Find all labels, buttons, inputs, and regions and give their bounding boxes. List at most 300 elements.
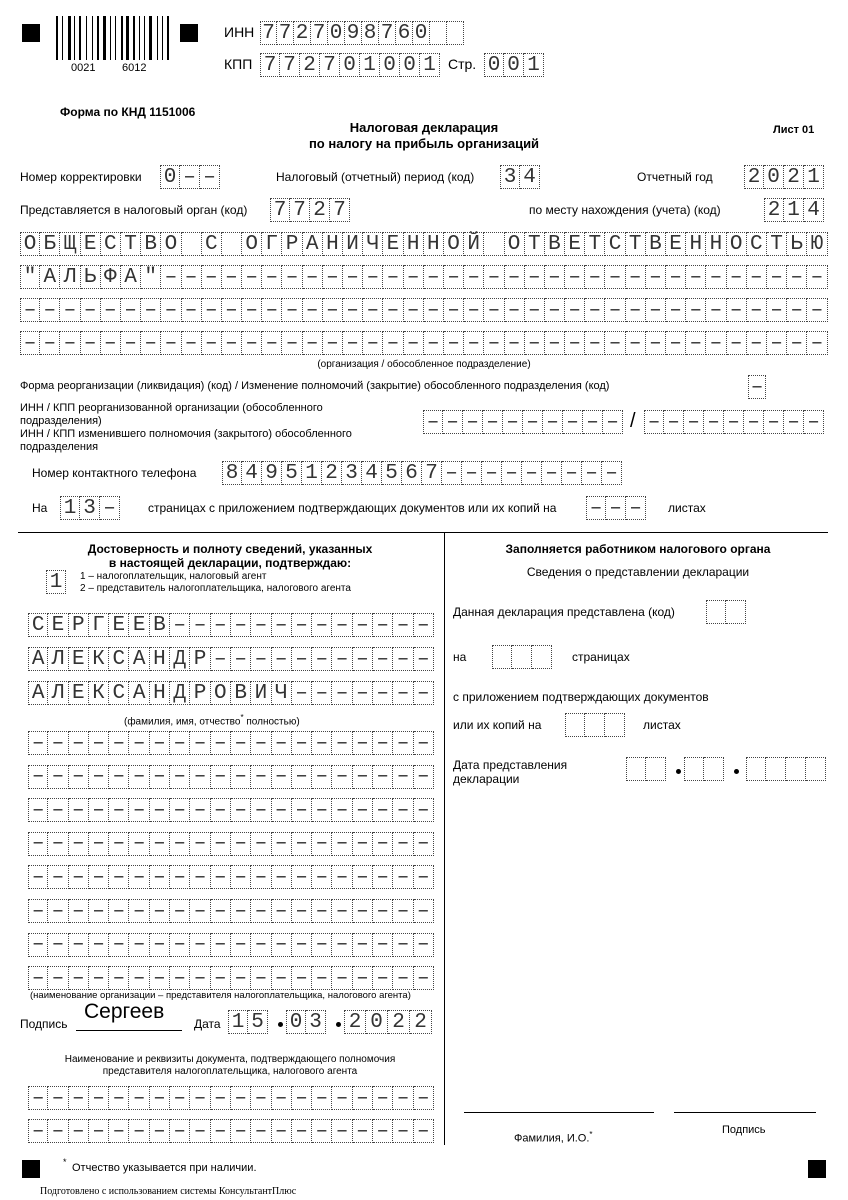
signer-name-cell[interactable]: – — [393, 613, 413, 637]
org-name-cell[interactable]: Ь — [81, 265, 101, 289]
date-day-field[interactable] — [228, 1010, 268, 1034]
reorg-inn-field[interactable] — [423, 410, 623, 434]
signer-name-cell[interactable]: Р — [69, 613, 89, 637]
org-name-cell[interactable]: Й — [464, 232, 484, 256]
doc-details-cell[interactable]: – — [48, 1119, 68, 1143]
attach-cell[interactable]: – — [606, 496, 626, 520]
reorg-kpp-cell[interactable]: – — [804, 410, 824, 434]
rep-org-cell[interactable]: – — [170, 731, 190, 755]
rep-org-cell[interactable]: – — [414, 798, 434, 822]
org-name-cell[interactable]: – — [706, 331, 726, 355]
rep-org-cell[interactable]: – — [312, 865, 332, 889]
reorg-cell[interactable]: – — [748, 375, 766, 399]
rep-org-row[interactable] — [28, 865, 434, 889]
org-name-cell[interactable]: – — [666, 265, 686, 289]
authority-cell[interactable]: 7 — [290, 198, 310, 222]
doc-details-cell[interactable]: – — [170, 1119, 190, 1143]
rep-org-cell[interactable]: – — [292, 798, 312, 822]
reorg-kpp-cell[interactable]: – — [724, 410, 744, 434]
org-name-cell[interactable]: – — [363, 265, 383, 289]
org-name-cell[interactable]: – — [787, 265, 807, 289]
right-pages-field[interactable] — [492, 645, 552, 669]
signer-name-cell[interactable]: Н — [150, 647, 170, 671]
rep-org-cell[interactable]: – — [251, 765, 271, 789]
org-name-row[interactable] — [20, 232, 828, 256]
confirm-type-field[interactable] — [46, 570, 66, 594]
org-name-cell[interactable]: – — [444, 298, 464, 322]
org-name-cell[interactable]: – — [404, 331, 424, 355]
rep-org-cell[interactable]: – — [150, 865, 170, 889]
phone-cell[interactable]: 1 — [302, 461, 322, 485]
right-pages-cell[interactable] — [532, 645, 552, 669]
reorganization-code-field[interactable] — [748, 375, 766, 399]
org-name-cell[interactable]: – — [383, 331, 403, 355]
reorg-inn-cell[interactable]: – — [423, 410, 443, 434]
rep-org-cell[interactable]: – — [129, 865, 149, 889]
rep-org-cell[interactable]: – — [48, 832, 68, 856]
signer-name-row[interactable] — [28, 647, 434, 671]
inn-cell[interactable]: 6 — [396, 21, 413, 45]
rep-org-cell[interactable]: – — [393, 933, 413, 957]
org-name-cell[interactable]: – — [666, 331, 686, 355]
rep-org-cell[interactable]: – — [48, 731, 68, 755]
right-attach-field[interactable] — [565, 713, 625, 737]
org-name-cell[interactable]: – — [464, 298, 484, 322]
signer-name-cell[interactable]: Е — [129, 613, 149, 637]
rep-org-cell[interactable]: – — [231, 765, 251, 789]
phone-cell[interactable]: 5 — [382, 461, 402, 485]
rep-org-cell[interactable]: – — [89, 933, 109, 957]
org-name-cell[interactable]: – — [161, 298, 181, 322]
signer-name-cell[interactable]: – — [251, 613, 271, 637]
rep-org-cell[interactable]: – — [129, 899, 149, 923]
org-name-cell[interactable]: – — [444, 331, 464, 355]
org-name-cell[interactable]: – — [686, 265, 706, 289]
rep-org-cell[interactable]: – — [69, 765, 89, 789]
org-name-cell[interactable]: – — [161, 265, 181, 289]
org-name-cell[interactable]: – — [202, 265, 222, 289]
org-name-cell[interactable]: – — [81, 298, 101, 322]
doc-details-cell[interactable]: – — [28, 1119, 48, 1143]
rep-org-cell[interactable]: – — [211, 832, 231, 856]
doc-details-cell[interactable]: – — [231, 1086, 251, 1110]
right-date-month-cell[interactable] — [684, 757, 704, 781]
doc-details-cell[interactable]: – — [353, 1119, 373, 1143]
signer-name-cell[interactable]: – — [332, 681, 352, 705]
signer-name-cell[interactable]: Е — [48, 613, 68, 637]
signer-name-cell[interactable]: – — [332, 613, 352, 637]
org-name-cell[interactable]: – — [343, 331, 363, 355]
correction-cell[interactable]: – — [200, 165, 220, 189]
org-name-cell[interactable]: – — [787, 298, 807, 322]
rep-org-cell[interactable]: – — [28, 798, 48, 822]
rep-org-cell[interactable]: – — [373, 731, 393, 755]
rep-org-cell[interactable]: – — [109, 832, 129, 856]
date-year-cell[interactable]: 2 — [410, 1010, 432, 1034]
doc-details-cell[interactable]: – — [69, 1086, 89, 1110]
inn-cell[interactable]: 0 — [328, 21, 345, 45]
rep-org-cell[interactable]: – — [129, 798, 149, 822]
org-name-cell[interactable]: – — [545, 298, 565, 322]
phone-cell[interactable]: – — [602, 461, 622, 485]
org-name-cell[interactable]: Н — [706, 232, 726, 256]
rep-org-cell[interactable]: – — [170, 832, 190, 856]
doc-details-cell[interactable]: – — [150, 1119, 170, 1143]
rep-org-cell[interactable]: – — [414, 933, 434, 957]
rep-org-cell[interactable]: – — [251, 933, 271, 957]
inn-cell[interactable] — [430, 21, 447, 45]
org-name-cell[interactable]: – — [747, 265, 767, 289]
phone-cell[interactable]: 4 — [362, 461, 382, 485]
inn-cell[interactable] — [447, 21, 464, 45]
right-date-year-cell[interactable] — [766, 757, 786, 781]
signer-name-cell[interactable]: А — [129, 647, 149, 671]
org-name-cell[interactable]: – — [40, 331, 60, 355]
org-name-cell[interactable] — [182, 232, 202, 256]
right-attach-cell[interactable] — [565, 713, 585, 737]
rep-org-cell[interactable]: – — [69, 798, 89, 822]
signer-name-cell[interactable]: – — [312, 681, 332, 705]
rep-org-cell[interactable]: – — [129, 731, 149, 755]
org-name-cell[interactable]: – — [727, 298, 747, 322]
org-name-cell[interactable]: – — [505, 265, 525, 289]
org-name-cell[interactable]: – — [101, 331, 121, 355]
rep-org-cell[interactable]: – — [353, 865, 373, 889]
date-year-cell[interactable]: 2 — [344, 1010, 366, 1034]
doc-details-cell[interactable]: – — [109, 1086, 129, 1110]
org-name-cell[interactable]: – — [767, 331, 787, 355]
rep-org-cell[interactable]: – — [28, 832, 48, 856]
org-name-cell[interactable]: – — [262, 265, 282, 289]
reorg-inn-cell[interactable]: – — [483, 410, 503, 434]
org-name-cell[interactable]: – — [807, 331, 827, 355]
org-name-cell[interactable]: – — [282, 265, 302, 289]
org-name-cell[interactable]: Ч — [363, 232, 383, 256]
phone-cell[interactable]: – — [582, 461, 602, 485]
org-name-cell[interactable]: Т — [585, 232, 605, 256]
date-year-cell[interactable]: 2 — [388, 1010, 410, 1034]
kpp-cell[interactable]: 2 — [300, 53, 320, 77]
reorg-kpp-cell[interactable]: – — [644, 410, 664, 434]
reorg-kpp-cell[interactable]: – — [744, 410, 764, 434]
right-attach-cell[interactable] — [585, 713, 605, 737]
rep-org-cell[interactable]: – — [251, 832, 271, 856]
signer-name-cell[interactable]: – — [292, 613, 312, 637]
rep-org-cell[interactable]: – — [414, 731, 434, 755]
year-cell[interactable]: 0 — [764, 165, 784, 189]
right-date-month-field[interactable] — [684, 757, 724, 781]
rep-org-cell[interactable]: – — [272, 731, 292, 755]
rep-org-cell[interactable]: – — [89, 865, 109, 889]
right-date-year-cell[interactable] — [746, 757, 766, 781]
reorg-kpp-cell[interactable]: – — [784, 410, 804, 434]
rep-org-cell[interactable]: – — [373, 865, 393, 889]
period-code-field[interactable] — [500, 165, 540, 189]
rep-org-cell[interactable]: – — [332, 765, 352, 789]
location-cell[interactable]: 1 — [784, 198, 804, 222]
org-name-cell[interactable]: С — [747, 232, 767, 256]
rep-org-cell[interactable]: – — [312, 765, 332, 789]
org-name-cell[interactable]: – — [727, 331, 747, 355]
kpp-cell[interactable]: 7 — [280, 53, 300, 77]
kpp-field[interactable] — [260, 53, 440, 77]
doc-details-row[interactable] — [28, 1086, 434, 1110]
rep-org-cell[interactable]: – — [393, 731, 413, 755]
pages-cell[interactable]: 1 — [60, 496, 80, 520]
right-date-day-field[interactable] — [626, 757, 666, 781]
rep-org-cell[interactable]: – — [312, 832, 332, 856]
org-name-cell[interactable]: – — [60, 331, 80, 355]
signer-name-cell[interactable]: Р — [190, 647, 210, 671]
org-name-cell[interactable]: И — [343, 232, 363, 256]
rep-org-cell[interactable]: – — [312, 933, 332, 957]
org-name-cell[interactable]: – — [303, 265, 323, 289]
org-name-cell[interactable]: – — [242, 265, 262, 289]
rep-org-row[interactable] — [28, 798, 434, 822]
org-name-cell[interactable]: – — [464, 331, 484, 355]
rep-org-cell[interactable]: – — [373, 798, 393, 822]
rep-org-cell[interactable]: – — [373, 966, 393, 990]
inn-cell[interactable]: 7 — [311, 21, 328, 45]
kpp-cell[interactable]: 7 — [260, 53, 280, 77]
rep-org-cell[interactable]: – — [393, 798, 413, 822]
rep-org-cell[interactable]: – — [211, 798, 231, 822]
pages-cell[interactable]: 3 — [80, 496, 100, 520]
rep-org-cell[interactable]: – — [109, 731, 129, 755]
doc-details-cell[interactable]: – — [332, 1086, 352, 1110]
rep-org-cell[interactable]: – — [373, 765, 393, 789]
signer-name-cell[interactable]: Р — [190, 681, 210, 705]
org-name-cell[interactable]: – — [424, 265, 444, 289]
signer-name-cell[interactable]: – — [373, 613, 393, 637]
reporting-year-field[interactable] — [744, 165, 824, 189]
kpp-cell[interactable]: 7 — [320, 53, 340, 77]
rep-org-cell[interactable]: – — [89, 765, 109, 789]
rep-org-cell[interactable]: – — [231, 933, 251, 957]
doc-details-cell[interactable]: – — [190, 1086, 210, 1110]
org-name-cell[interactable]: – — [262, 298, 282, 322]
inn-field[interactable] — [260, 21, 464, 45]
doc-details-cell[interactable]: – — [89, 1086, 109, 1110]
inn-cell[interactable]: 7 — [277, 21, 294, 45]
org-name-cell[interactable]: Н — [424, 232, 444, 256]
signer-name-cell[interactable]: – — [414, 681, 434, 705]
org-name-cell[interactable]: – — [141, 331, 161, 355]
signer-name-cell[interactable]: – — [251, 647, 271, 671]
signer-name-row[interactable] — [28, 681, 434, 705]
rep-org-cell[interactable]: – — [393, 865, 413, 889]
org-name-cell[interactable]: – — [202, 331, 222, 355]
rep-org-cell[interactable]: – — [292, 933, 312, 957]
rep-org-cell[interactable]: – — [251, 966, 271, 990]
year-cell[interactable]: 2 — [744, 165, 764, 189]
org-name-cell[interactable]: – — [161, 331, 181, 355]
rep-org-row[interactable] — [28, 765, 434, 789]
attach-cell[interactable]: – — [586, 496, 606, 520]
org-name-cell[interactable]: – — [545, 331, 565, 355]
signer-name-cell[interactable]: – — [414, 613, 434, 637]
rep-org-cell[interactable]: – — [129, 765, 149, 789]
signer-name-cell[interactable]: С — [109, 681, 129, 705]
doc-details-cell[interactable]: – — [150, 1086, 170, 1110]
signer-name-cell[interactable]: А — [28, 647, 48, 671]
signer-name-cell[interactable]: – — [312, 613, 332, 637]
org-name-cell[interactable]: – — [20, 298, 40, 322]
signer-name-cell[interactable]: Ч — [272, 681, 292, 705]
signer-name-cell[interactable]: И — [251, 681, 271, 705]
signer-name-cell[interactable]: А — [129, 681, 149, 705]
rep-org-cell[interactable]: – — [373, 899, 393, 923]
signer-name-cell[interactable]: – — [231, 613, 251, 637]
rep-org-cell[interactable]: – — [373, 832, 393, 856]
reorg-inn-cell[interactable]: – — [523, 410, 543, 434]
org-name-cell[interactable]: – — [182, 298, 202, 322]
reorg-inn-cell[interactable]: – — [443, 410, 463, 434]
rep-org-cell[interactable]: – — [353, 832, 373, 856]
org-name-cell[interactable]: – — [646, 265, 666, 289]
signer-name-cell[interactable]: А — [28, 681, 48, 705]
pages-cell[interactable]: – — [100, 496, 120, 520]
org-name-cell[interactable]: – — [282, 298, 302, 322]
rep-org-cell[interactable]: – — [312, 966, 332, 990]
org-name-cell[interactable]: – — [807, 265, 827, 289]
rep-org-cell[interactable]: – — [150, 966, 170, 990]
org-name-cell[interactable]: С — [605, 232, 625, 256]
rep-org-cell[interactable]: – — [414, 899, 434, 923]
location-cell[interactable]: 2 — [764, 198, 784, 222]
rep-org-cell[interactable]: – — [272, 798, 292, 822]
org-name-cell[interactable]: – — [787, 331, 807, 355]
doc-details-cell[interactable]: – — [292, 1119, 312, 1143]
authority-cell[interactable]: 7 — [330, 198, 350, 222]
signer-name-cell[interactable]: Е — [69, 681, 89, 705]
rep-org-cell[interactable]: – — [231, 832, 251, 856]
org-name-cell[interactable]: – — [605, 331, 625, 355]
org-name-cell[interactable]: Щ — [60, 232, 80, 256]
org-name-cell[interactable]: О — [161, 232, 181, 256]
date-day-cell[interactable]: 1 — [228, 1010, 248, 1034]
rep-org-cell[interactable]: – — [69, 731, 89, 755]
org-name-cell[interactable]: Е — [666, 232, 686, 256]
rep-org-row[interactable] — [28, 966, 434, 990]
rep-org-cell[interactable]: – — [353, 966, 373, 990]
rep-org-cell[interactable]: – — [292, 966, 312, 990]
org-name-cell[interactable]: С — [202, 232, 222, 256]
right-date-year-field[interactable] — [746, 757, 826, 781]
rep-org-row[interactable] — [28, 933, 434, 957]
phone-cell[interactable]: – — [482, 461, 502, 485]
rep-org-cell[interactable]: – — [292, 865, 312, 889]
rep-org-cell[interactable]: – — [109, 899, 129, 923]
org-name-cell[interactable]: В — [646, 232, 666, 256]
rep-org-cell[interactable]: – — [332, 865, 352, 889]
doc-details-cell[interactable]: – — [190, 1119, 210, 1143]
phone-cell[interactable]: – — [462, 461, 482, 485]
org-name-cell[interactable]: Т — [626, 232, 646, 256]
org-name-cell[interactable]: – — [323, 331, 343, 355]
presented-cell[interactable] — [726, 600, 746, 624]
page-cell[interactable]: 0 — [484, 53, 504, 77]
rep-org-cell[interactable]: – — [170, 966, 190, 990]
signer-name-cell[interactable]: – — [393, 681, 413, 705]
period-cell[interactable]: 3 — [500, 165, 520, 189]
signer-name-cell[interactable]: – — [373, 681, 393, 705]
right-pages-cell[interactable] — [492, 645, 512, 669]
right-date-day-cell[interactable] — [646, 757, 666, 781]
signer-name-cell[interactable]: – — [353, 681, 373, 705]
doc-details-cell[interactable]: – — [89, 1119, 109, 1143]
org-name-cell[interactable]: В — [141, 232, 161, 256]
inn-cell[interactable]: 2 — [294, 21, 311, 45]
org-name-cell[interactable]: – — [545, 265, 565, 289]
signer-name-cell[interactable]: О — [211, 681, 231, 705]
rep-org-cell[interactable]: – — [353, 731, 373, 755]
doc-details-cell[interactable]: – — [251, 1086, 271, 1110]
rep-org-cell[interactable]: – — [353, 933, 373, 957]
signer-name-cell[interactable]: Е — [109, 613, 129, 637]
signer-name-cell[interactable]: – — [292, 647, 312, 671]
doc-details-cell[interactable]: – — [414, 1119, 434, 1143]
org-name-cell[interactable]: – — [262, 331, 282, 355]
org-name-cell[interactable]: Г — [262, 232, 282, 256]
rep-org-cell[interactable]: – — [109, 933, 129, 957]
signer-name-cell[interactable]: Н — [150, 681, 170, 705]
signer-name-cell[interactable]: – — [414, 647, 434, 671]
rep-org-cell[interactable]: – — [109, 798, 129, 822]
org-name-cell[interactable]: " — [20, 265, 40, 289]
doc-details-cell[interactable]: – — [414, 1086, 434, 1110]
doc-details-cell[interactable]: – — [393, 1086, 413, 1110]
org-name-cell[interactable]: О — [444, 232, 464, 256]
org-name-cell[interactable]: – — [363, 331, 383, 355]
doc-details-cell[interactable]: – — [312, 1119, 332, 1143]
org-name-cell[interactable]: – — [40, 298, 60, 322]
rep-org-cell[interactable]: – — [109, 765, 129, 789]
org-name-row[interactable] — [20, 298, 828, 322]
authority-cell[interactable]: 2 — [310, 198, 330, 222]
rep-org-cell[interactable]: – — [48, 765, 68, 789]
right-attach-cell[interactable] — [605, 713, 625, 737]
date-month-field[interactable] — [286, 1010, 326, 1034]
org-name-cell[interactable]: – — [767, 298, 787, 322]
org-name-cell[interactable]: – — [605, 265, 625, 289]
rep-org-cell[interactable]: – — [272, 765, 292, 789]
org-name-cell[interactable]: Р — [282, 232, 302, 256]
signer-name-cell[interactable]: Г — [89, 613, 109, 637]
rep-org-row[interactable] — [28, 899, 434, 923]
rep-org-cell[interactable]: – — [393, 765, 413, 789]
signer-name-cell[interactable]: – — [353, 647, 373, 671]
signer-name-cell[interactable]: – — [190, 613, 210, 637]
reorg-inn-cell[interactable]: – — [563, 410, 583, 434]
rep-org-cell[interactable]: – — [393, 899, 413, 923]
rep-org-cell[interactable]: – — [150, 731, 170, 755]
phone-number-field[interactable] — [222, 461, 622, 485]
signer-name-cell[interactable]: – — [373, 647, 393, 671]
phone-cell[interactable]: 7 — [422, 461, 442, 485]
rep-org-cell[interactable]: – — [211, 765, 231, 789]
org-name-cell[interactable]: – — [646, 298, 666, 322]
doc-details-cell[interactable]: – — [251, 1119, 271, 1143]
doc-details-cell[interactable]: – — [48, 1086, 68, 1110]
signer-name-cell[interactable]: К — [89, 681, 109, 705]
doc-details-cell[interactable]: – — [129, 1086, 149, 1110]
rep-org-cell[interactable]: – — [251, 798, 271, 822]
date-month-cell[interactable]: 3 — [306, 1010, 326, 1034]
org-name-cell[interactable]: – — [525, 331, 545, 355]
org-name-cell[interactable]: Н — [404, 232, 424, 256]
org-name-cell[interactable]: – — [424, 331, 444, 355]
